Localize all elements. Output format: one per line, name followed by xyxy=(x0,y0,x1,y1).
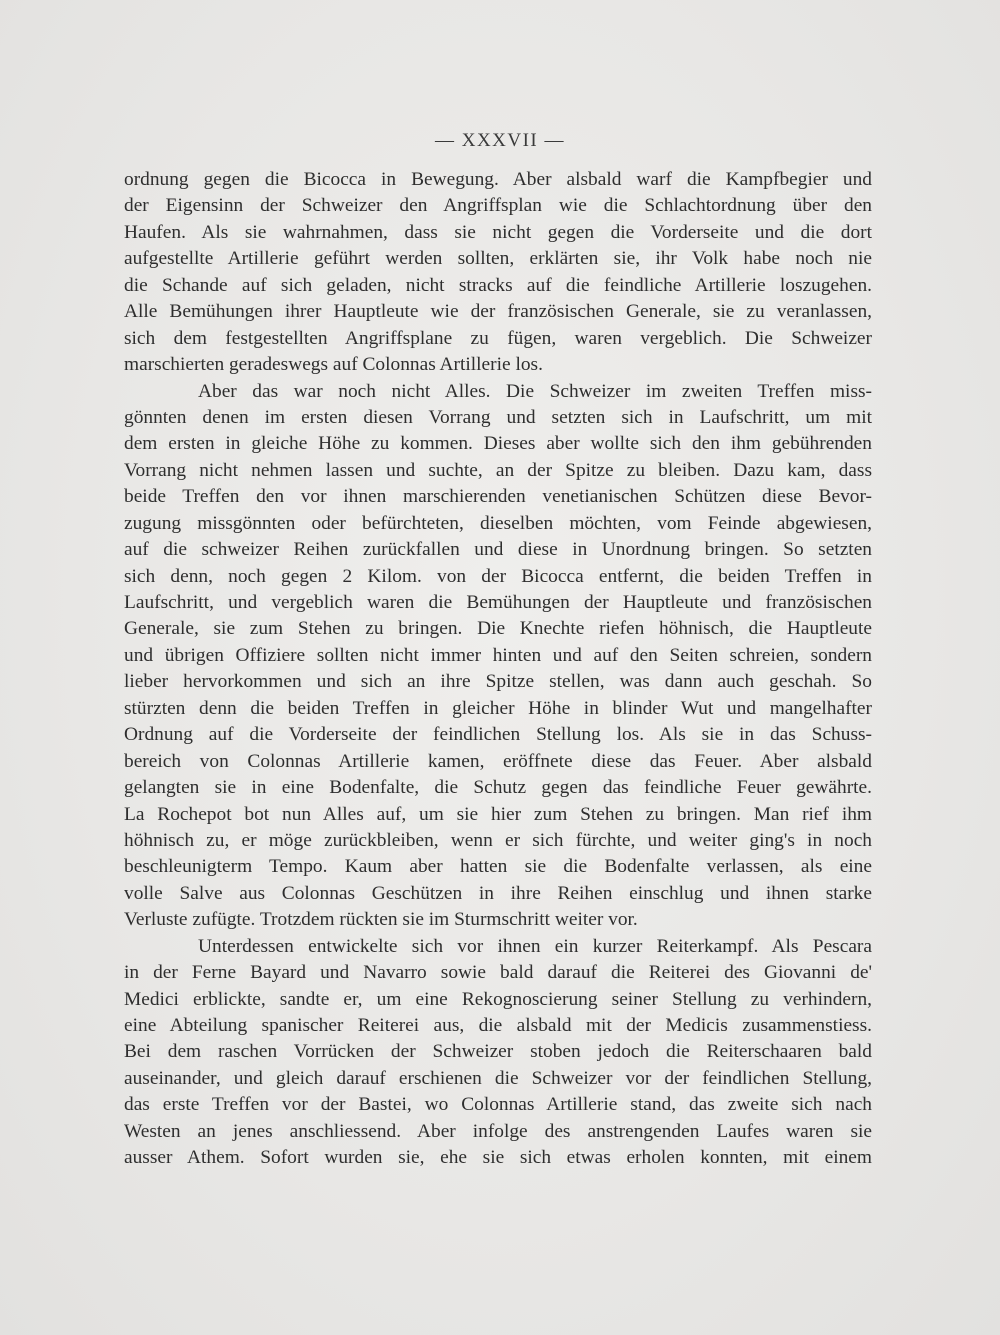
text-line: zugung missgönnten oder befürchteten, dieselben möchten, vom Feinde abgewiesen, xyxy=(124,512,872,534)
text-line: Medici erblickte, sandte er, um eine Rekognoscierung seiner Stellung zu verhindern, xyxy=(124,988,872,1010)
text-line: lieber hervorkommen und sich an ihre Spitze stellen, was dann auch geschah. So xyxy=(124,671,872,693)
text-line: die Schande auf sich geladen, nicht stracks auf die feindliche Artillerie loszugehen. xyxy=(124,274,872,296)
text-line: gönnten denen im ersten diesen Vorrang und setzten sich in Laufschritt, um mit xyxy=(124,406,872,428)
page-number: — XXXVII — xyxy=(434,130,566,151)
text-line: sich dem festgestellten Angriffsplane zu fügen, waren vergeblich. Die Schweizer xyxy=(124,327,872,349)
text-line: beide Treffen den vor ihnen marschierenden venetianischen Schützen diese Bevor- xyxy=(124,486,872,508)
text-line: ordnung gegen die Bicocca in Bewegung. Aber alsbald warf die Kampfbegier und xyxy=(124,169,872,190)
text-line: eine Abteilung spanischer Reiterei aus, die alsbald mit der Medicis zusammenstiess. xyxy=(124,1015,872,1036)
text-line: volle Salve aus Colonnas Geschützen in ihre Reihen einschlug und ihnen starke xyxy=(124,882,872,904)
text-line: Westen an jenes anschliessend. Aber infolge des anstrengenden Laufes waren sie xyxy=(124,1120,872,1142)
text-line: Aber das war noch nicht Alles. Die Schweizer im zweiten Treffen miss- xyxy=(198,380,872,402)
text-line: und übrigen Offiziere sollten nicht immer hinten und auf den Seiten schreien, sondern xyxy=(124,644,872,666)
text-line: auf die schweizer Reihen zurückfallen und diese in Unordnung bringen. So setzten xyxy=(124,539,872,561)
body-text xyxy=(124,167,872,1172)
text-line: La Rochepot bot nun Alles auf, um sie hier zum Stehen zu bringen. Man rief ihm xyxy=(124,803,872,825)
text-line: beschleunigterm Tempo. Kaum aber hatten sie die Bodenfalte verlassen, als eine xyxy=(124,856,872,878)
text-line: Alle Bemühungen ihrer Hauptleute wie der französischen Generale, sie zu veranlassen, xyxy=(124,301,872,323)
text-line: Haufen. Als sie wahrnahmen, dass sie nicht gegen die Vorderseite und die dort xyxy=(124,221,872,243)
text-line: dem ersten in gleiche Höhe zu kommen. Dieses aber wollte sich den ihm gebührenden xyxy=(124,433,872,455)
text-line: der Eigensinn der Schweizer den Angriffsplan wie die Schlachtordnung über den xyxy=(124,195,872,217)
text-line: bereich von Colonnas Artillerie kamen, eröffnete diese das Feuer. Aber alsbald xyxy=(124,750,872,772)
text-line: Unterdessen entwickelte sich vor ihnen ein kurzer Reiterkampf. Als Pescara xyxy=(198,935,872,957)
text-line: aufgestellte Artillerie geführt werden sollten, erklärten sie, ihr Volk habe noch nie xyxy=(124,248,872,270)
text-line: Vorrang nicht nehmen lassen und suchte, an der Spitze zu bleiben. Dazu kam, dass xyxy=(124,459,872,481)
text-line: das erste Treffen vor der Bastei, wo Colonnas Artillerie stand, das zweite sich nach xyxy=(124,1094,872,1116)
text-line: auseinander, und gleich darauf erschienen die Schweizer vor der feindlichen Stellung, xyxy=(124,1067,872,1089)
text-line: ausser Athem. Sofort wurden sie, ehe sie sich etwas erholen konnten, mit einem xyxy=(124,1147,872,1169)
text-line: stürzten denn die beiden Treffen in gleicher Höhe in blinder Wut und mangelhafter xyxy=(124,697,872,719)
text-line: Ordnung auf die Vorderseite der feindlichen Stellung los. Als sie in das Schuss- xyxy=(124,724,872,746)
text-line: Verluste zufügte. Trotzdem rückten sie im Sturmschritt weiter vor. xyxy=(124,909,638,931)
text-line: höhnisch zu, er möge zurückbleiben, wenn er sich fürchte, und weiter ging's in noch xyxy=(124,829,872,851)
text-line: Generale, sie zum Stehen zu bringen. Die Knechte riefen höhnisch, die Hauptleute xyxy=(124,618,872,640)
text-line: gelangten sie in eine Bodenfalte, die Schutz gegen das feindliche Feuer gewährte. xyxy=(124,777,872,799)
text-line: in der Ferne Bayard und Navarro sowie bald darauf die Reiterei des Giovanni de' xyxy=(124,962,872,984)
text-line: Bei dem raschen Vorrücken der Schweizer stoben jedoch die Reiterschaaren bald xyxy=(124,1041,872,1063)
text-line: marschierten geradeswegs auf Colonnas Artillerie los. xyxy=(124,354,543,376)
text-line: Laufschritt, und vergeblich waren die Bemühungen der Hauptleute und französischen xyxy=(124,592,872,613)
text-line: sich denn, noch gegen 2 Kilom. von der Bicocca entfernt, die beiden Treffen in xyxy=(124,565,872,587)
